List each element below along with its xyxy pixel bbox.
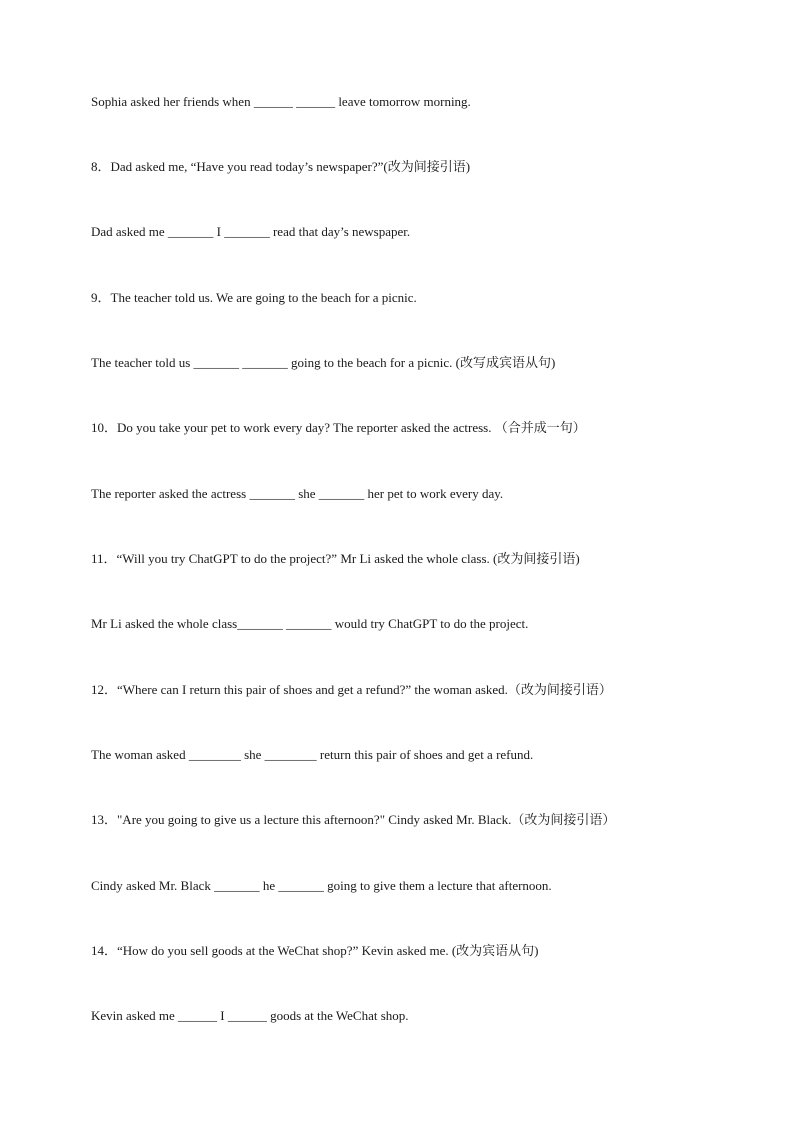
question-8: 8．Dad asked me, “Have you read today’s newspaper?”(改为间接引语): [91, 159, 471, 174]
answer-line-11: Mr Li asked the whole class_______ _______ would try ChatGPT to do the project.: [91, 616, 529, 631]
answer-line-7: Sophia asked her friends when ______ ______ leave tomorrow morning.: [91, 94, 471, 109]
answer-line-8: Dad asked me _______ I _______ read that day’s newspaper.: [91, 224, 411, 239]
answer-line-9: The teacher told us _______ _______ going to the beach for a picnic. (改写成宾语从句): [91, 355, 556, 370]
question-14: 14．“How do you sell goods at the WeChat shop?” Kevin asked me. (改为宾语从句): [91, 943, 539, 958]
question-9: 9．The teacher told us. We are going to the beach for a picnic.: [91, 290, 417, 305]
question-13: 13．"Are you going to give us a lecture this afternoon?" Cindy asked Mr. Black.（改为间接引语）: [91, 812, 616, 827]
answer-line-13: Cindy asked Mr. Black _______ he _______ going to give them a lecture that afternoon.: [91, 878, 552, 893]
answer-line-12: The woman asked ________ she ________ return this pair of shoes and get a refund.: [91, 747, 534, 762]
question-10: 10．Do you take your pet to work every day? The reporter asked the actress. （合并成一句）: [91, 420, 586, 435]
question-12: 12．“Where can I return this pair of shoes and get a refund?” the woman asked.（改为间接引语）: [91, 682, 612, 697]
answer-line-14: Kevin asked me ______ I ______ goods at the WeChat shop.: [91, 1008, 409, 1023]
question-11: 11．“Will you try ChatGPT to do the project?” Mr Li asked the whole class. (改为间接引语): [91, 551, 580, 566]
answer-line-10: The reporter asked the actress _______ she _______ her pet to work every day.: [91, 486, 504, 501]
